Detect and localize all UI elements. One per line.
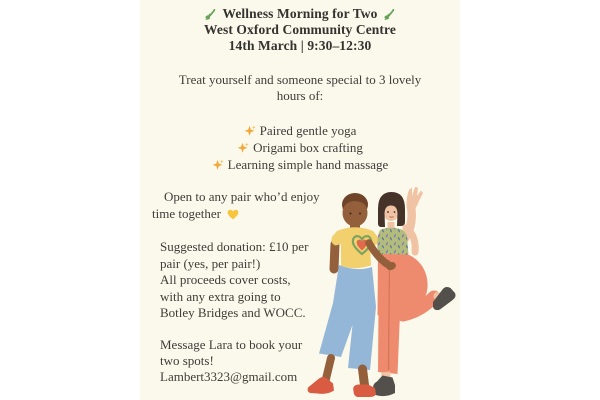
woman-kicked-shoe xyxy=(433,287,456,310)
herb-icon xyxy=(383,8,396,21)
waving-hand xyxy=(407,187,423,212)
herb-icon xyxy=(204,8,217,21)
activity-label: Learning simple hand massage xyxy=(227,156,389,172)
venue-line: West Oxford Community Centre xyxy=(204,22,396,37)
page-title: Wellness Morning for Two xyxy=(222,6,378,21)
intro-line: Treat yourself and someone special to 3 lovely xyxy=(178,72,422,87)
donation-line: pair (yes, per pair!) xyxy=(160,255,261,271)
activity-label: Origami box crafting xyxy=(253,139,363,155)
woman-boot xyxy=(373,376,395,397)
open-to-line xyxy=(152,205,320,222)
list-item xyxy=(140,139,460,156)
donation-line: All proceeds cover costs, xyxy=(160,272,291,288)
title-row xyxy=(140,6,460,22)
sparkle-icon xyxy=(237,142,249,154)
booking-block xyxy=(160,337,302,385)
activity-label: Paired gentle yoga xyxy=(259,122,357,138)
person-back-ankle xyxy=(326,358,332,381)
person-front-ankle xyxy=(363,369,365,385)
yellow-heart-icon xyxy=(226,207,240,220)
blue-trousers xyxy=(319,265,376,370)
list-item xyxy=(140,156,460,173)
intro-text xyxy=(140,72,460,103)
email-address: Lambert3323@gmail.com xyxy=(160,369,298,384)
sparkle-icon xyxy=(244,125,256,137)
donation-block xyxy=(160,239,308,322)
green-top-speckles xyxy=(377,228,408,256)
flyer-header xyxy=(140,6,460,54)
list-item xyxy=(140,122,460,139)
person-left-arm xyxy=(334,244,335,269)
booking-line: Message Lara to book your xyxy=(160,337,303,352)
open-to-block xyxy=(152,188,320,222)
donation-line: Suggested donation: £10 per xyxy=(160,239,309,254)
activities-list xyxy=(140,122,460,173)
datetime-line: 14th March | 9:30–12:30 xyxy=(228,38,372,53)
flyer xyxy=(140,0,460,400)
couple-illustration xyxy=(305,185,460,400)
red-shoe-back xyxy=(308,377,334,394)
donation-line: with any extra going to xyxy=(160,288,281,304)
open-to-line: Open to any pair who’d enjoy xyxy=(164,189,320,204)
sparkle-icon xyxy=(212,159,224,171)
booking-line: two spots! xyxy=(160,353,214,368)
open-to-text: time together xyxy=(152,206,221,221)
intro-line: hours of: xyxy=(276,87,324,103)
donation-line: Botley Bridges and WOCC. xyxy=(160,305,306,321)
red-shoe-front xyxy=(353,385,376,398)
